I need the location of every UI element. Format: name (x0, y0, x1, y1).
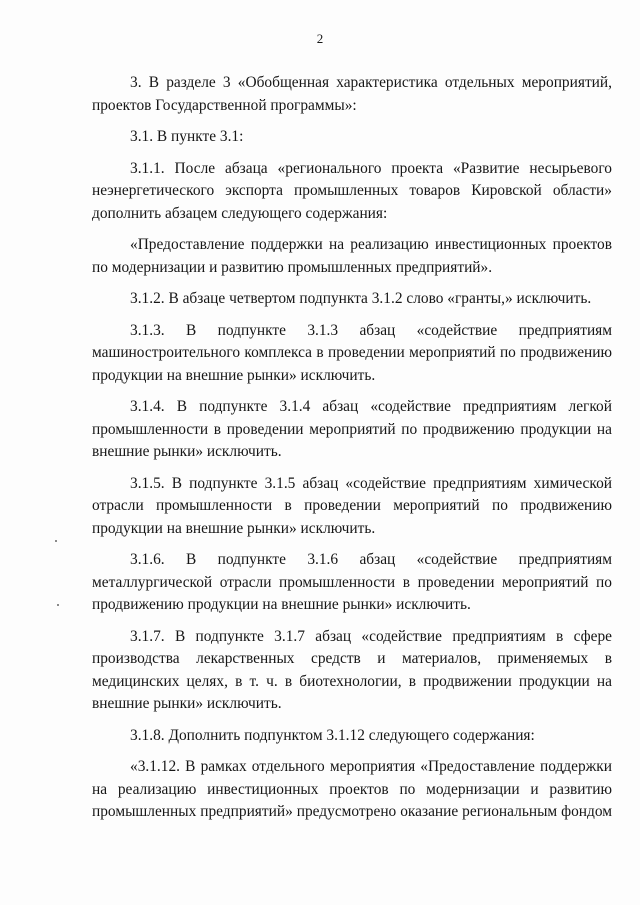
paragraph-3-1-12: «3.1.12. В рамках отдельного мероприятия «Предоставление поддержки на реализацию инвестиционных проектов по модернизации и развитию промышленных предприятий» предусмотрено оказание региональным фондом (92, 758, 612, 820)
paragraph-3-1-1: 3.1.1. После абзаца «регионального проекта «Развитие несырьевого неэнергетического экспорта промышленных товаров Кировской области» дополнить абзацем следующего содержания: (92, 159, 612, 222)
scan-speck (55, 540, 57, 542)
document-body (92, 72, 612, 833)
paragraph-3-1-4: 3.1.4. В подпункте 3.1.4 абзац «содействие предприятиям легкой промышленности в проведении мероприятий по продвижению продукции на внешние рынки» исключить. (92, 398, 612, 460)
paragraph-quote-support: «Предоставление поддержки на реализацию инвестиционных проектов по модернизации и развитию промышленных предприятий». (92, 236, 612, 276)
paragraph-3-1: 3.1. В пункте 3.1: (130, 128, 244, 145)
paragraph-3-1-8: 3.1.8. Дополнить подпунктом 3.1.12 следующего содержания: (130, 726, 535, 744)
page-number: 2 (316, 31, 324, 46)
paragraph-section-3: 3. В разделе 3 «Обобщенная характеристика отдельных мероприятий, проектов Государственной программы»: (92, 74, 612, 114)
paragraph-3-1-7: 3.1.7. В подпункте 3.1.7 абзац «содействие предприятиям в сфере производства лекарственных средств и материалов, применяемых в медицинских целях, в т. ч. в биотехнологии, в продвижении продукции на внешние рынки» исключить. (92, 627, 612, 712)
paragraph-3-1-6: 3.1.6. В подпункте 3.1.6 абзац «содействие предприятиям металлургической отрасли промышленности в проведении мероприятий по продвижению продукции на внешние рынки» исключить. (92, 551, 612, 613)
paragraph-3-1-3: 3.1.3. В подпункте 3.1.3 абзац «содействие предприятиям машиностроительного комплекса в проведении мероприятий по продвижению продукции на внешние рынки» исключить. (92, 321, 612, 384)
scan-speck (57, 604, 59, 606)
paragraph-3-1-5: 3.1.5. В подпункте 3.1.5 абзац «содействие предприятиям химической отрасли промышленности в проведении мероприятий по продвижению продукции на внешние рынки» исключить. (92, 474, 612, 537)
paragraph-3-1-2: 3.1.2. В абзаце четвертом подпункта 3.1.2 слово «гранты,» исключить. (130, 290, 592, 307)
